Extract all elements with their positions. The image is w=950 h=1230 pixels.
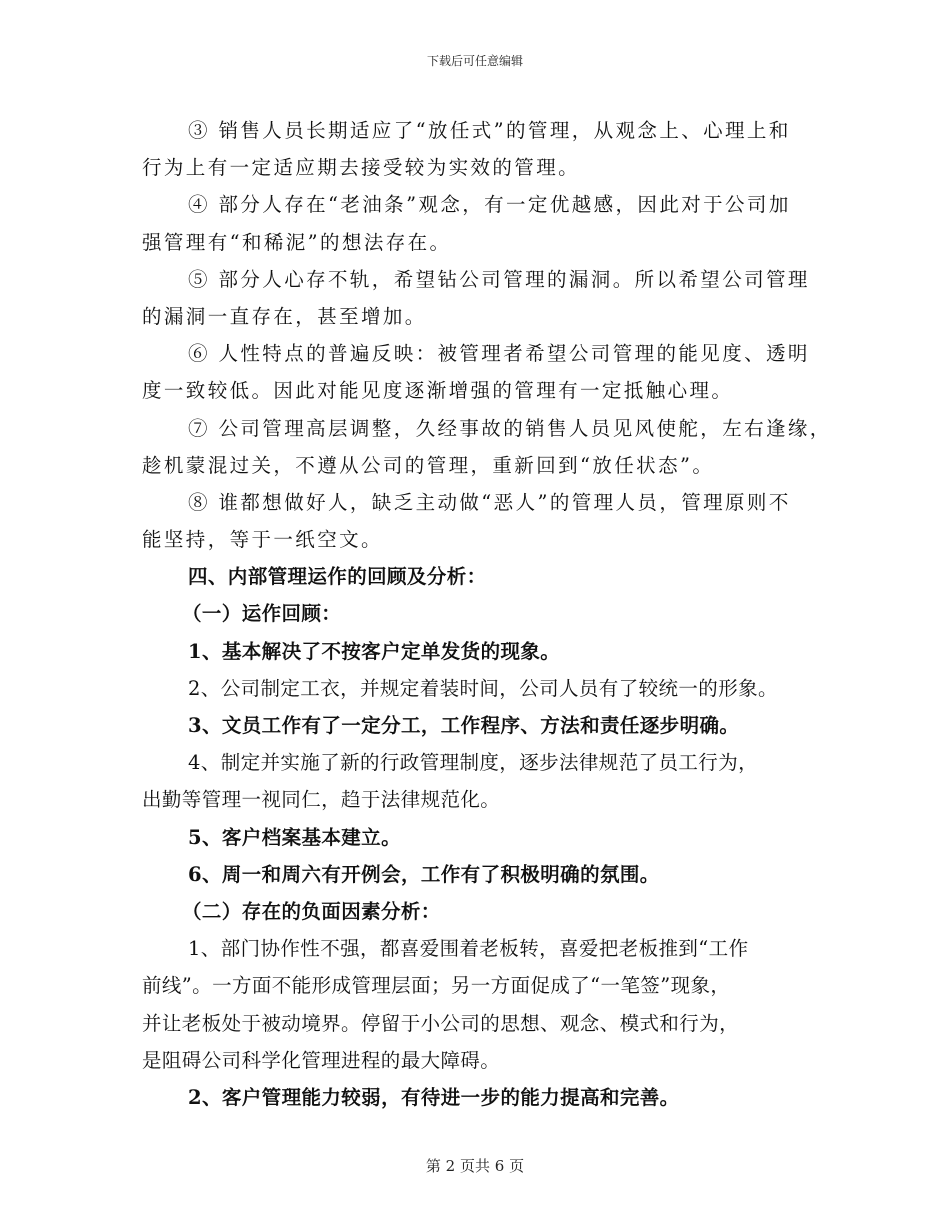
paragraph-line: 强管理有“和稀泥”的想法存在。	[142, 230, 452, 254]
list-item: 1、部门协作性不强，都喜爱围着老板转，喜爱把老板推到“工作	[188, 937, 749, 961]
paragraph-line: 是阻碍公司科学化管理进程的最大障碍。	[142, 1048, 501, 1072]
paragraph-line: 行为上有一定适应期去接受较为实效的管理。	[142, 156, 581, 180]
paragraph-line: ⑦ 公司管理高层调整，久经事故的销售人员见风使舵，左右逢缘，	[188, 416, 832, 440]
subsection-heading: （二）存在的负面因素分析：	[182, 899, 441, 923]
list-item: 3、文员工作有了一定分工，工作程序、方法和责任逐步明确。	[188, 714, 740, 737]
subsection-heading: （一）运作回顾：	[182, 602, 342, 626]
list-item: 2、公司制定工衣，并规定着装时间，公司人员有了较统一的形象。	[188, 676, 778, 700]
paragraph-line: ④ 部分人存在“老油条”观念，有一定优越感，因此对于公司加	[188, 193, 791, 217]
paragraph-line: ⑧ 谁都想做好人，缺乏主动做“恶人”的管理人员，管理原则不	[188, 490, 791, 514]
section-heading: 四、内部管理运作的回顾及分析：	[188, 565, 487, 589]
list-item: 4、制定并实施了新的行政管理制度，逐步法律规范了员工行为，	[188, 751, 759, 775]
page-header: 下载后可任意编辑	[426, 54, 523, 68]
paragraph-line: 并让老板处于被动境界。停留于小公司的思想、观念、模式和行为，	[142, 1011, 740, 1035]
page-footer: 第 2 页共 6 页	[425, 1157, 525, 1175]
list-item: 6、周一和周六有开例会，工作有了积极明确的氛围。	[188, 862, 660, 886]
paragraph-line: 的漏洞一直存在，甚至增加。	[142, 304, 427, 328]
paragraph-line: 度一致较低。因此对能见度逐渐增强的管理有一定抵触心理。	[142, 379, 734, 403]
paragraph-line: 趁机蒙混过关，不遵从公司的管理，重新回到“放任状态”。	[142, 453, 715, 477]
paragraph-line: ⑥ 人性特点的普遍反映：被管理者希望公司管理的能见度、透明	[188, 342, 810, 366]
document-body	[142, 112, 832, 1116]
list-item: 1、基本解决了不按客户定单发货的现象。	[188, 639, 561, 663]
paragraph-line: 前线”。一方面不能形成管理层面；另一方面促成了“一笔签”现象，	[142, 974, 731, 998]
list-item: 5、客户档案基本建立。	[188, 825, 401, 849]
paragraph-line: 能坚持，等于一纸空文。	[142, 528, 383, 552]
paragraph-line: ③ 销售人员长期适应了“放任式”的管理，从观念上、心理上和	[188, 119, 791, 142]
paragraph-line: 出勤等管理一视同仁，趋于法律规范化。	[142, 788, 501, 812]
list-item: 2、客户管理能力较弱，有待进一步的能力提高和完善。	[188, 1085, 680, 1109]
paragraph-line: ⑤ 部分人心存不轨，希望钻公司管理的漏洞。所以希望公司管理	[188, 267, 810, 291]
